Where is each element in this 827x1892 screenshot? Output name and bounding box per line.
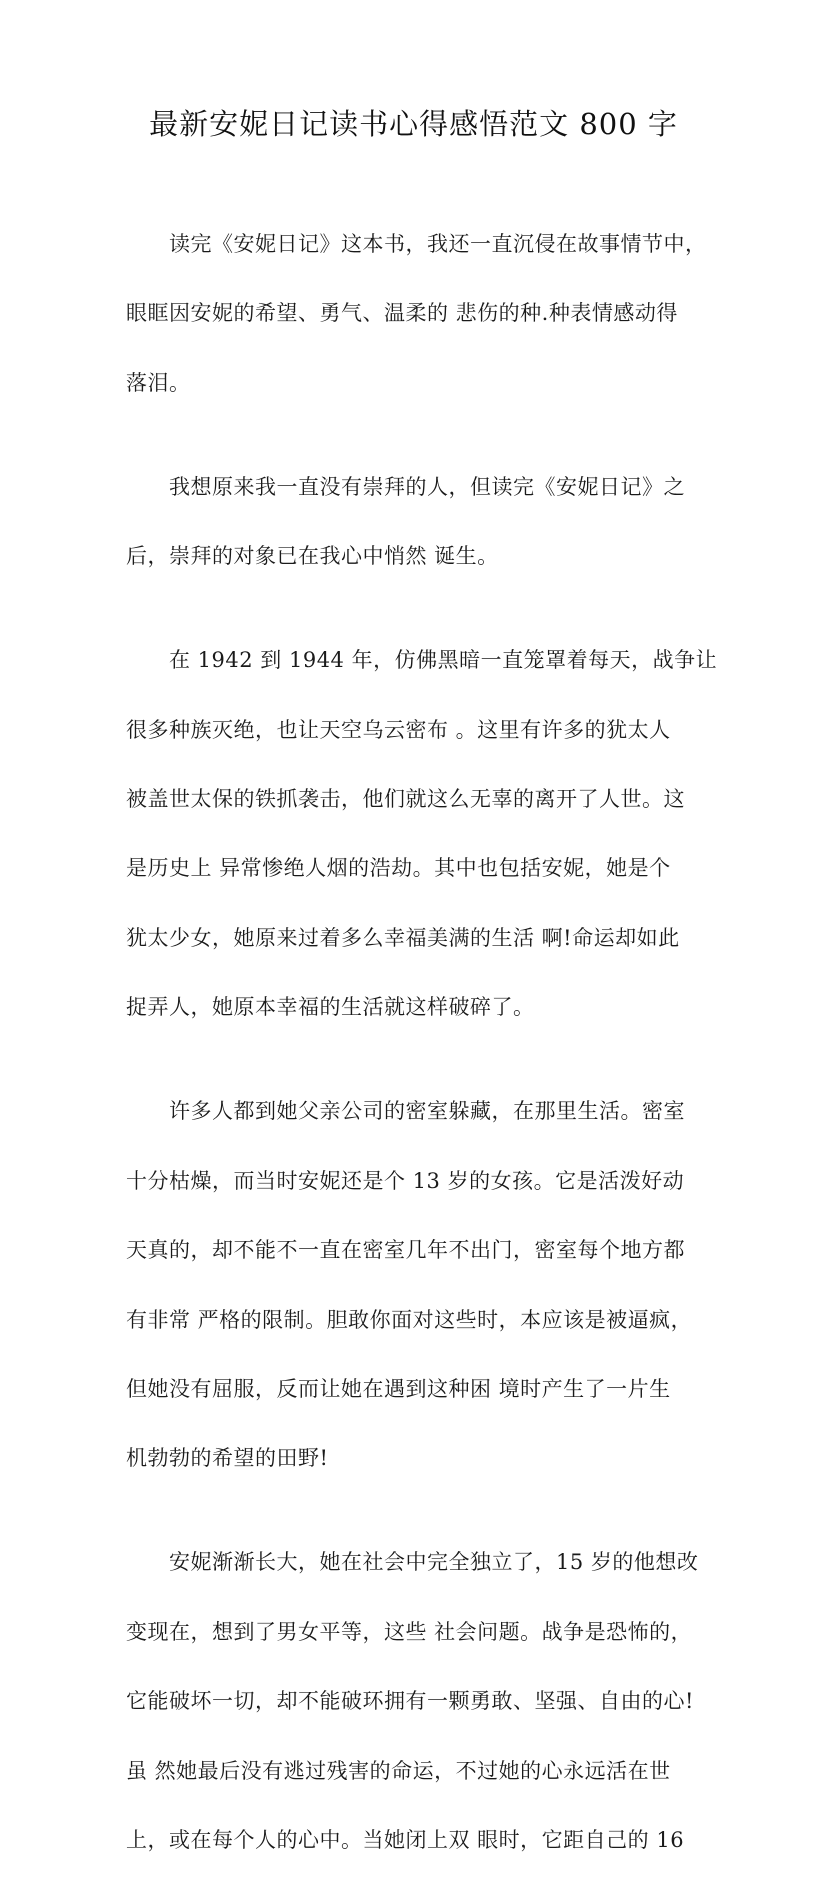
text-line: 安妮渐渐长大，她在社会中完全独立了，15 岁的他想改 [126, 1550, 699, 1575]
paragraph [126, 1060, 706, 1511]
text-line: 机勃勃的希望的田野! [126, 1446, 329, 1471]
text-line: 变现在，想到了男女平等，这些 社会问题。战争是恐怖的， [126, 1619, 693, 1644]
text-line: 读完《安妮日记》这本书，我还一直沉侵在故事情节中， [126, 231, 707, 256]
text-line: 我想原来我一直没有崇拜的人，但读完《安妮日记》之 [126, 474, 685, 499]
text-line: 被盖世太保的铁抓袭击，他们就这么无辜的离开了人世。这 [126, 786, 685, 811]
paragraph [126, 192, 706, 435]
text-line: 落泪。 [126, 370, 191, 395]
document-title: 最新安妮日记读书心得感悟范文 800 字 [149, 107, 678, 141]
text-line: 上，或在每个人的心中。当她闭上双 眼时，它距自己的 16 [126, 1828, 685, 1853]
text-line: 但她没有屈服，反而让她在遇到这种困 境时产生了一片生 [126, 1376, 671, 1401]
text-line: 虽 然她最后没有逃过残害的命运，不过她的心永远活在世 [126, 1758, 671, 1783]
text-line: 是历史上 异常惨绝人烟的浩劫。其中也包括安妮，她是个 [126, 856, 671, 881]
document-body [126, 192, 718, 1892]
paragraph [126, 1511, 706, 1892]
paragraph [126, 435, 706, 609]
text-line: 眼眶因安妮的希望、勇气、温柔的 悲伤的种.种表情感动得 [126, 301, 678, 326]
text-line: 十分枯燥，而当时安妮还是个 13 岁的女孩。它是活泼好动 [126, 1168, 685, 1193]
text-line: 在 1942 到 1944 年，仿佛黑暗一直笼罩着每天，战争让 [126, 648, 718, 673]
text-line: 有非常 严格的限制。胆敢你面对这些时，本应该是被逼疯， [126, 1307, 693, 1332]
text-line: 捉弄人，她原本幸福的生活就这样破碎了。 [126, 995, 535, 1020]
text-line: 许多人都到她父亲公司的密室躲藏，在那里生活。密室 [126, 1099, 685, 1124]
text-line: 天真的，却不能不一直在密室几年不出门，密室每个地方都 [126, 1238, 685, 1263]
text-line: 犹太少女，她原来过着多么幸福美满的生活 啊!命运却如此 [126, 925, 680, 950]
text-line: 后，崇拜的对象已在我心中悄然 诞生。 [126, 544, 499, 569]
paragraph [126, 608, 718, 1059]
text-line: 很多种族灭绝，也让天空乌云密布 。这里有许多的犹太人 [126, 717, 671, 742]
text-line: 它能破坏一切，却不能破环拥有一颗勇敢、坚强、自由的心! [126, 1689, 694, 1714]
